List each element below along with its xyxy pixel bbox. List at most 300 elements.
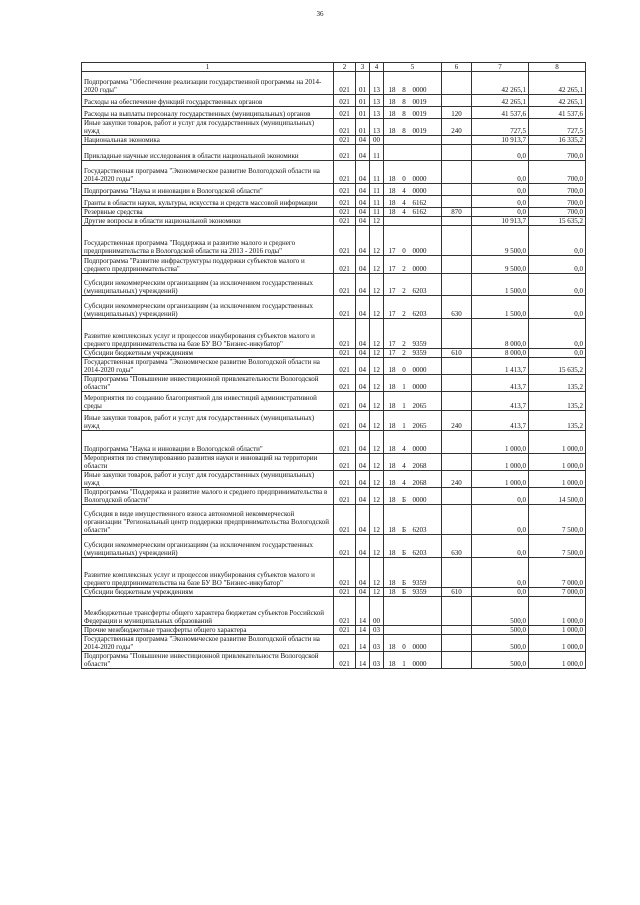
row-name: Развитие комплексных услуг и процессов инкубирования субъектов малого и среднего предпринимательства на базе БУ ВО "Бизнес-инкубатор": [82, 319, 334, 349]
row-admin-code: 021: [334, 319, 356, 349]
row-target-code-direction: 2065: [411, 411, 442, 431]
row-subsection: 12: [370, 454, 384, 471]
row-target-code-direction: 6162: [411, 208, 442, 217]
row-target-code-subprogram: 4: [398, 431, 411, 454]
row-subsection: 12: [370, 358, 384, 375]
row-expense-type: 630: [442, 296, 472, 319]
row-target-code-subprogram: Б: [398, 505, 411, 535]
row-admin-code: 021: [334, 226, 356, 256]
row-section: 04: [356, 558, 370, 588]
row-target-code-direction: [411, 136, 442, 145]
row-amount-year-1: 9 500,0: [472, 226, 529, 256]
row-amount-year-2: 0,0: [529, 296, 586, 319]
row-name: Иные закупки товаров, работ и услуг для государственных (муниципальных) нужд: [82, 411, 334, 431]
row-target-code-subprogram: 2: [398, 256, 411, 274]
row-subsection: 11: [370, 145, 384, 161]
row-subsection: 13: [370, 107, 384, 119]
row-subsection: 03: [370, 652, 384, 669]
row-expense-type: [442, 375, 472, 392]
row-subsection: 12: [370, 588, 384, 597]
row-subsection: 12: [370, 319, 384, 349]
row-amount-year-1: 0,0: [472, 184, 529, 196]
row-subsection: 12: [370, 431, 384, 454]
row-amount-year-2: 1 000,0: [529, 454, 586, 471]
row-target-code-program: 18: [384, 505, 398, 535]
row-target-code-subprogram: 4: [398, 196, 411, 208]
row-target-code-program: 18: [384, 107, 398, 119]
table-row: [82, 72, 586, 95]
row-expense-type: [442, 72, 472, 95]
row-target-code-direction: 0000: [411, 72, 442, 95]
row-amount-year-2: 727,5: [529, 119, 586, 136]
row-name: Расходы на выплаты персоналу государственных (муниципальных) органов: [82, 107, 334, 119]
row-subsection: 13: [370, 72, 384, 95]
row-section: 04: [356, 588, 370, 597]
row-target-code-direction: 6203: [411, 535, 442, 558]
table-row: [82, 471, 586, 488]
row-admin-code: 021: [334, 411, 356, 431]
row-section: 04: [356, 505, 370, 535]
table-row: [82, 119, 586, 136]
row-target-code-program: 18: [384, 558, 398, 588]
row-expense-type: [442, 597, 472, 626]
row-target-code-subprogram: 2: [398, 296, 411, 319]
row-target-code-direction: 0000: [411, 226, 442, 256]
row-target-code-subprogram: 1: [398, 375, 411, 392]
row-target-code-subprogram: [398, 217, 411, 226]
row-amount-year-1: 0,0: [472, 145, 529, 161]
row-admin-code: 021: [334, 505, 356, 535]
row-subsection: 12: [370, 217, 384, 226]
table-row: [82, 375, 586, 392]
row-amount-year-1: 8 000,0: [472, 319, 529, 349]
row-admin-code: 021: [334, 349, 356, 358]
row-target-code-program: 18: [384, 652, 398, 669]
row-expense-type: 870: [442, 208, 472, 217]
row-amount-year-1: 500,0: [472, 652, 529, 669]
row-amount-year-2: 135,2: [529, 375, 586, 392]
row-admin-code: 021: [334, 208, 356, 217]
row-section: 01: [356, 119, 370, 136]
row-target-code-program: 17: [384, 319, 398, 349]
row-amount-year-2: 1 000,0: [529, 471, 586, 488]
row-amount-year-1: 9 500,0: [472, 256, 529, 274]
row-amount-year-2: 15 635,2: [529, 217, 586, 226]
row-target-code-subprogram: 4: [398, 471, 411, 488]
row-admin-code: 021: [334, 196, 356, 208]
row-target-code-program: 18: [384, 208, 398, 217]
row-admin-code: 021: [334, 597, 356, 626]
row-target-code-direction: 0000: [411, 184, 442, 196]
row-target-code-subprogram: 1: [398, 652, 411, 669]
row-target-code-program: 18: [384, 196, 398, 208]
row-amount-year-2: 7 000,0: [529, 588, 586, 597]
row-target-code-direction: 0000: [411, 488, 442, 505]
row-name: Подпрограмма "Поддержка и развитие малого и среднего предпринимательства в Вологодской области": [82, 488, 334, 505]
row-admin-code: 021: [334, 95, 356, 107]
row-expense-type: 240: [442, 119, 472, 136]
row-amount-year-2: 1 000,0: [529, 431, 586, 454]
row-expense-type: [442, 431, 472, 454]
row-amount-year-2: 135,2: [529, 392, 586, 411]
row-target-code-subprogram: Б: [398, 588, 411, 597]
row-amount-year-2: 700,0: [529, 161, 586, 184]
row-name: Развитие комплексных услуг и процессов инкубирования субъектов малого и среднего предпринимательства на базе БУ ВО "Бизнес-инкубатор": [82, 558, 334, 588]
row-section: 14: [356, 626, 370, 635]
row-subsection: 12: [370, 505, 384, 535]
row-name: Государственная программа "Экономическое развитие Вологодской области на 2014-2020 годы": [82, 161, 334, 184]
header-col-2: 2: [334, 63, 356, 72]
row-subsection: 11: [370, 208, 384, 217]
row-amount-year-2: 700,0: [529, 145, 586, 161]
row-section: 04: [356, 319, 370, 349]
table-row: [82, 626, 586, 635]
row-target-code-program: 18: [384, 119, 398, 136]
row-amount-year-2: 700,0: [529, 184, 586, 196]
table-row: [82, 652, 586, 669]
row-amount-year-1: 727,5: [472, 119, 529, 136]
row-section: 04: [356, 375, 370, 392]
row-target-code-subprogram: [398, 145, 411, 161]
row-target-code-direction: 0000: [411, 431, 442, 454]
row-amount-year-1: 500,0: [472, 635, 529, 652]
row-target-code-program: 18: [384, 535, 398, 558]
row-target-code-program: 18: [384, 95, 398, 107]
row-admin-code: 021: [334, 652, 356, 669]
row-target-code-subprogram: 2: [398, 349, 411, 358]
row-name: Подпрограмма "Развитие инфраструктуры поддержки субъектов малого и среднего предпринимательства": [82, 256, 334, 274]
row-target-code-program: 17: [384, 349, 398, 358]
row-amount-year-1: 1 000,0: [472, 431, 529, 454]
table-row: [82, 161, 586, 184]
row-amount-year-1: 1 500,0: [472, 274, 529, 296]
row-name: Подпрограмма "Повышение инвестиционной привлекательности Вологодской области": [82, 652, 334, 669]
row-admin-code: 021: [334, 145, 356, 161]
row-target-code-direction: [411, 626, 442, 635]
row-expense-type: [442, 558, 472, 588]
row-target-code-program: 17: [384, 296, 398, 319]
row-target-code-program: 18: [384, 375, 398, 392]
row-target-code-direction: 9359: [411, 319, 442, 349]
row-name: Национальная экономика: [82, 136, 334, 145]
row-target-code-subprogram: 8: [398, 107, 411, 119]
row-subsection: 12: [370, 274, 384, 296]
row-expense-type: [442, 184, 472, 196]
row-section: 04: [356, 145, 370, 161]
row-section: 04: [356, 349, 370, 358]
row-target-code-subprogram: 8: [398, 95, 411, 107]
row-expense-type: 240: [442, 411, 472, 431]
row-amount-year-2: 0,0: [529, 319, 586, 349]
row-subsection: 13: [370, 95, 384, 107]
row-target-code-direction: 0019: [411, 107, 442, 119]
row-admin-code: 021: [334, 588, 356, 597]
row-amount-year-2: 700,0: [529, 196, 586, 208]
row-target-code-direction: 0000: [411, 652, 442, 669]
row-name: Субсидии бюджетным учреждениям: [82, 349, 334, 358]
table-row: [82, 274, 586, 296]
row-section: 04: [356, 296, 370, 319]
row-target-code-subprogram: 1: [398, 392, 411, 411]
row-target-code-direction: 0019: [411, 119, 442, 136]
row-subsection: 03: [370, 626, 384, 635]
header-col-8: 8: [529, 63, 586, 72]
row-name: Субсидии некоммерческим организациям (за исключением государственных (муниципальных) учреждений): [82, 535, 334, 558]
table-row: [82, 588, 586, 597]
row-amount-year-1: 413,7: [472, 411, 529, 431]
row-section: 04: [356, 411, 370, 431]
row-expense-type: [442, 226, 472, 256]
row-amount-year-1: 0,0: [472, 535, 529, 558]
row-target-code-program: [384, 145, 398, 161]
row-section: 04: [356, 256, 370, 274]
row-amount-year-1: 1 000,0: [472, 454, 529, 471]
row-section: 14: [356, 635, 370, 652]
row-target-code-direction: [411, 217, 442, 226]
row-section: 04: [356, 184, 370, 196]
row-expense-type: 630: [442, 535, 472, 558]
row-name: Субсидия в виде имущественного взноса автономной некоммерческой организации "Региональный центр поддержки предпринимательства Вологодской области": [82, 505, 334, 535]
row-amount-year-2: 1 000,0: [529, 626, 586, 635]
table-row: [82, 392, 586, 411]
header-col-7: 7: [472, 63, 529, 72]
row-amount-year-1: 413,7: [472, 375, 529, 392]
row-name: Государственная программа "Экономическое развитие Вологодской области на 2014-2020 годы": [82, 635, 334, 652]
row-target-code-direction: 2068: [411, 454, 442, 471]
row-expense-type: [442, 392, 472, 411]
row-amount-year-2: 0,0: [529, 226, 586, 256]
row-target-code-direction: 0000: [411, 358, 442, 375]
row-target-code-program: 18: [384, 588, 398, 597]
row-amount-year-2: 7 500,0: [529, 535, 586, 558]
row-section: 04: [356, 454, 370, 471]
row-admin-code: 021: [334, 635, 356, 652]
row-target-code-direction: 9359: [411, 349, 442, 358]
page-number: 36: [316, 10, 324, 18]
row-amount-year-2: 15 635,2: [529, 358, 586, 375]
table-row: [82, 319, 586, 349]
row-target-code-subprogram: 2: [398, 274, 411, 296]
row-admin-code: 021: [334, 72, 356, 95]
row-expense-type: 610: [442, 588, 472, 597]
row-expense-type: [442, 319, 472, 349]
row-amount-year-1: 0,0: [472, 588, 529, 597]
row-target-code-direction: 0000: [411, 635, 442, 652]
row-amount-year-1: 1 000,0: [472, 471, 529, 488]
row-amount-year-1: 0,0: [472, 196, 529, 208]
row-amount-year-1: 42 265,1: [472, 72, 529, 95]
row-amount-year-2: 7 500,0: [529, 505, 586, 535]
row-amount-year-2: 41 537,6: [529, 107, 586, 119]
row-target-code-program: [384, 217, 398, 226]
row-target-code-subprogram: 8: [398, 119, 411, 136]
row-section: 04: [356, 136, 370, 145]
row-target-code-program: 18: [384, 358, 398, 375]
row-target-code-direction: 9359: [411, 588, 442, 597]
row-subsection: 00: [370, 136, 384, 145]
row-amount-year-2: 0,0: [529, 349, 586, 358]
row-admin-code: 021: [334, 107, 356, 119]
table-row: [82, 431, 586, 454]
row-name: Подпрограмма "Повышение инвестиционной привлекательности Вологодской области": [82, 375, 334, 392]
row-section: 01: [356, 107, 370, 119]
row-amount-year-1: 10 913,7: [472, 217, 529, 226]
table-row: [82, 454, 586, 471]
row-name: Иные закупки товаров, работ и услуг для государственных (муниципальных) нужд: [82, 119, 334, 136]
row-expense-type: [442, 217, 472, 226]
row-name: Иные закупки товаров, работ и услуг для государственных (муниципальных) нужд: [82, 471, 334, 488]
row-target-code-subprogram: 4: [398, 454, 411, 471]
row-admin-code: 021: [334, 431, 356, 454]
table-row: [82, 411, 586, 431]
row-name: Гранты в области науки, культуры, искусства и средств массовой информации: [82, 196, 334, 208]
row-name: Мероприятия по стимулированию развития науки и инноваций на территории области: [82, 454, 334, 471]
row-subsection: 12: [370, 226, 384, 256]
row-subsection: 12: [370, 411, 384, 431]
row-expense-type: [442, 256, 472, 274]
table-row: [82, 136, 586, 145]
row-amount-year-1: 0,0: [472, 505, 529, 535]
row-subsection: 12: [370, 471, 384, 488]
row-section: 04: [356, 226, 370, 256]
row-name: Субсидии некоммерческим организациям (за исключением государственных (муниципальных) учреждений): [82, 274, 334, 296]
row-target-code-program: 18: [384, 471, 398, 488]
row-target-code-direction: [411, 597, 442, 626]
row-amount-year-2: 14 500,0: [529, 488, 586, 505]
row-admin-code: 021: [334, 358, 356, 375]
row-admin-code: 021: [334, 256, 356, 274]
row-target-code-direction: 0000: [411, 161, 442, 184]
row-admin-code: 021: [334, 626, 356, 635]
row-amount-year-2: 16 335,2: [529, 136, 586, 145]
row-target-code-program: 18: [384, 161, 398, 184]
row-target-code-direction: 6203: [411, 296, 442, 319]
row-subsection: 03: [370, 635, 384, 652]
row-admin-code: 021: [334, 217, 356, 226]
row-target-code-program: 18: [384, 184, 398, 196]
table-row: [82, 358, 586, 375]
row-amount-year-1: 42 265,1: [472, 95, 529, 107]
row-expense-type: 120: [442, 107, 472, 119]
table-row: [82, 505, 586, 535]
row-amount-year-1: 413,7: [472, 392, 529, 411]
table-row: [82, 256, 586, 274]
row-name: Субсидии некоммерческим организациям (за исключением государственных (муниципальных) учреждений): [82, 296, 334, 319]
row-amount-year-1: 0,0: [472, 558, 529, 588]
row-expense-type: [442, 454, 472, 471]
table-row: [82, 184, 586, 196]
row-amount-year-2: 700,0: [529, 208, 586, 217]
row-section: 04: [356, 217, 370, 226]
row-section: 14: [356, 652, 370, 669]
row-section: 04: [356, 208, 370, 217]
row-expense-type: [442, 652, 472, 669]
row-name: Государственная программа "Экономическое развитие Вологодской области на 2014-2020 годы": [82, 358, 334, 375]
row-amount-year-2: 0,0: [529, 274, 586, 296]
row-amount-year-1: 500,0: [472, 597, 529, 626]
row-amount-year-1: 41 537,6: [472, 107, 529, 119]
table-row: [82, 107, 586, 119]
table-row: [82, 349, 586, 358]
row-subsection: 13: [370, 119, 384, 136]
row-target-code-direction: 0000: [411, 375, 442, 392]
row-subsection: 12: [370, 488, 384, 505]
header-col-5: 5: [384, 63, 442, 72]
table-row: [82, 196, 586, 208]
row-admin-code: 021: [334, 535, 356, 558]
row-section: 04: [356, 488, 370, 505]
row-target-code-subprogram: Б: [398, 535, 411, 558]
row-target-code-subprogram: 0: [398, 358, 411, 375]
row-name: Мероприятия по созданию благоприятной для инвестиций административной среды: [82, 392, 334, 411]
row-target-code-direction: 6203: [411, 274, 442, 296]
row-target-code-direction: 2068: [411, 471, 442, 488]
row-target-code-program: 18: [384, 431, 398, 454]
row-target-code-direction: 0019: [411, 95, 442, 107]
row-section: 14: [356, 597, 370, 626]
row-admin-code: 021: [334, 296, 356, 319]
table-row: [82, 558, 586, 588]
row-target-code-subprogram: 2: [398, 319, 411, 349]
row-admin-code: 021: [334, 274, 356, 296]
row-target-code-program: 18: [384, 488, 398, 505]
row-section: 01: [356, 72, 370, 95]
row-target-code-subprogram: 4: [398, 184, 411, 196]
row-expense-type: [442, 196, 472, 208]
row-section: 04: [356, 358, 370, 375]
row-target-code-subprogram: [398, 136, 411, 145]
table-row: [82, 635, 586, 652]
table-row: [82, 145, 586, 161]
row-name: Прикладные научные исследования в области национальной экономики: [82, 145, 334, 161]
row-target-code-program: 18: [384, 411, 398, 431]
row-amount-year-2: 42 265,1: [529, 72, 586, 95]
budget-table: [81, 62, 586, 669]
table-row: [82, 208, 586, 217]
table-row: [82, 488, 586, 505]
row-subsection: 12: [370, 296, 384, 319]
row-amount-year-1: 1 413,7: [472, 358, 529, 375]
header-col-6: 6: [442, 63, 472, 72]
row-subsection: 12: [370, 558, 384, 588]
row-subsection: 12: [370, 535, 384, 558]
row-subsection: 12: [370, 392, 384, 411]
row-target-code-direction: [411, 145, 442, 161]
row-admin-code: 021: [334, 471, 356, 488]
row-admin-code: 021: [334, 488, 356, 505]
row-section: 04: [356, 471, 370, 488]
row-name: Резервные средства: [82, 208, 334, 217]
table-row: [82, 597, 586, 626]
row-amount-year-1: 500,0: [472, 626, 529, 635]
row-target-code-subprogram: 0: [398, 226, 411, 256]
row-expense-type: [442, 626, 472, 635]
row-amount-year-2: 1 000,0: [529, 652, 586, 669]
row-amount-year-1: 0,0: [472, 161, 529, 184]
row-subsection: 12: [370, 375, 384, 392]
row-amount-year-1: 10 913,7: [472, 136, 529, 145]
row-target-code-program: 18: [384, 635, 398, 652]
row-target-code-program: 17: [384, 274, 398, 296]
row-name: Субсидии бюджетным учреждениям: [82, 588, 334, 597]
row-expense-type: [442, 358, 472, 375]
row-subsection: 12: [370, 349, 384, 358]
row-name: Подпрограмма "Наука и инновации в Вологодской области": [82, 184, 334, 196]
row-expense-type: [442, 635, 472, 652]
row-amount-year-2: 135,2: [529, 411, 586, 431]
row-subsection: 12: [370, 256, 384, 274]
row-amount-year-2: 1 000,0: [529, 635, 586, 652]
